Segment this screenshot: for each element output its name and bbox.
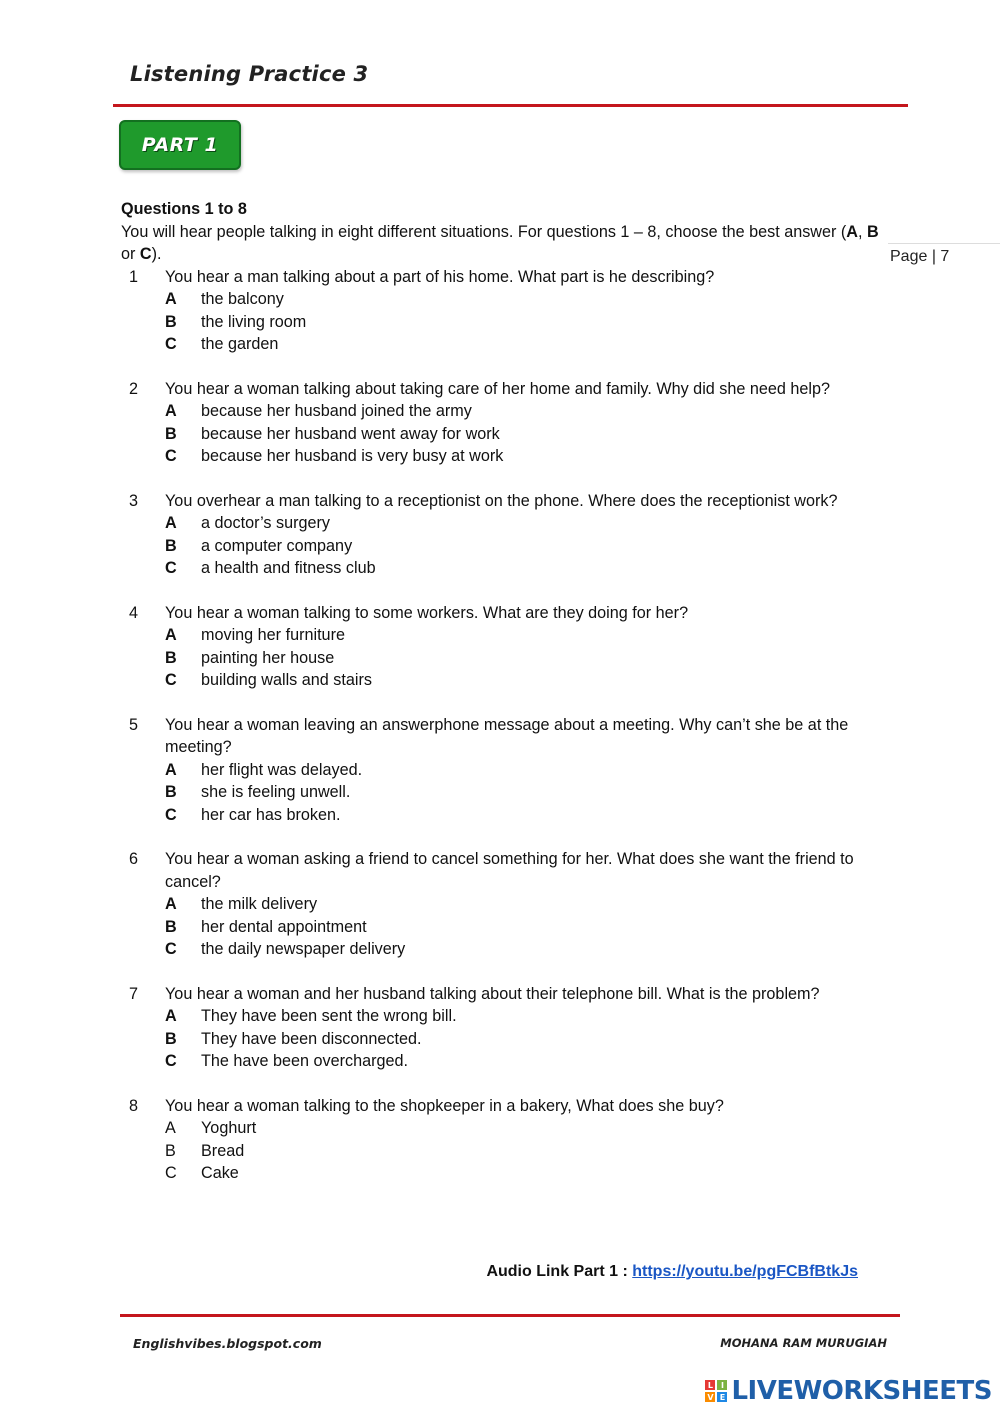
option-letter: C	[165, 940, 177, 958]
option-text: They have been disconnected.	[201, 1029, 422, 1048]
question-text: You hear a woman asking a friend to cancel something for her. What does she want the friend to cancel?	[165, 850, 854, 891]
question-7	[121, 983, 881, 1073]
option-7-a	[121, 1005, 881, 1028]
option-letter: B	[165, 536, 177, 555]
question-spacer	[121, 356, 881, 378]
question-6	[121, 848, 881, 961]
question-spacer	[121, 961, 881, 983]
question-text: You hear a woman talking to some workers. What are they doing for her?	[165, 603, 689, 622]
question-list	[121, 266, 881, 1185]
audio-link-line	[486, 1263, 858, 1281]
option-letter: A	[165, 895, 177, 913]
part-badge	[119, 120, 241, 170]
option-3-c	[121, 557, 881, 580]
option-1-a	[121, 288, 881, 311]
page-number: Page | 7	[890, 248, 950, 265]
question-spacer	[121, 580, 881, 602]
option-letter: B	[165, 424, 177, 443]
question-spacer	[121, 468, 881, 490]
question-2	[121, 378, 881, 468]
option-letter: C	[165, 559, 177, 577]
footer-divider	[120, 1314, 900, 1317]
option-text: building walls and stairs	[201, 671, 372, 689]
logo-block-i: I	[717, 1380, 727, 1390]
option-7-b	[121, 1028, 881, 1051]
option-text: the milk delivery	[201, 895, 318, 913]
option-8-c	[121, 1162, 881, 1185]
option-letter: A	[165, 1119, 176, 1137]
audio-link-label: Audio Link Part 1 :	[486, 1263, 633, 1280]
option-2-b	[121, 423, 881, 446]
option-2-c	[121, 445, 881, 468]
option-text: because her husband joined the army	[201, 402, 472, 420]
question-row	[121, 1095, 881, 1118]
footer-author: MOHANA RAM MURUGIAH	[720, 1336, 887, 1350]
question-text: You hear a man talking about a part of his home. What part is he describing?	[165, 267, 715, 286]
question-8	[121, 1095, 881, 1185]
option-letter: B	[165, 312, 177, 331]
question-number: 4	[129, 603, 139, 622]
option-letter: B	[165, 1141, 176, 1160]
option-text: a doctor’s surgery	[201, 514, 330, 532]
question-1	[121, 266, 881, 356]
question-row	[121, 714, 881, 759]
option-letter: B	[165, 648, 177, 667]
question-4	[121, 602, 881, 692]
audio-link[interactable]: https://youtu.be/pgFCBfBtkJs	[632, 1263, 858, 1280]
option-letter: C	[165, 1052, 177, 1070]
page-title: Listening Practice 3	[130, 62, 369, 86]
question-text: You hear a woman and her husband talking about their telephone bill. What is the problem?	[165, 984, 820, 1003]
question-number: 1	[129, 267, 139, 286]
option-6-b	[121, 916, 881, 939]
question-row	[121, 266, 881, 289]
option-text: she is feeling unwell.	[201, 783, 351, 801]
option-text: the garden	[201, 335, 279, 353]
option-letter: A	[165, 514, 177, 532]
question-row	[121, 490, 881, 513]
option-4-c	[121, 669, 881, 692]
option-7-c	[121, 1050, 881, 1073]
question-text: You overhear a man talking to a receptionist on the phone. Where does the receptionist work?	[165, 491, 838, 510]
footer-website: Englishvibes.blogspot.com	[133, 1336, 322, 1351]
option-text: because her husband is very busy at work	[201, 447, 504, 465]
option-text: her car has broken.	[201, 805, 341, 824]
option-text: painting her house	[201, 648, 335, 667]
option-text: They have been sent the wrong bill.	[201, 1007, 457, 1025]
option-8-a	[121, 1117, 881, 1140]
instructions: You will hear people talking in eight different situations. For questions 1 – 8, choose the best answer (A, B or C).	[121, 222, 879, 263]
option-3-a	[121, 512, 881, 535]
option-text: her flight was delayed.	[201, 760, 363, 779]
option-letter: B	[165, 783, 177, 801]
option-1-b	[121, 311, 881, 334]
option-letter: B	[165, 917, 177, 936]
option-1-c	[121, 333, 881, 356]
option-5-c	[121, 804, 881, 827]
question-number: 6	[129, 850, 139, 868]
option-letter: C	[165, 1164, 177, 1182]
part-label: PART 1	[141, 134, 219, 156]
option-5-a	[121, 759, 881, 782]
option-text: Bread	[201, 1141, 245, 1160]
option-6-c	[121, 938, 881, 961]
option-text: Yoghurt	[201, 1119, 257, 1137]
logo-block-e: E	[717, 1392, 727, 1402]
option-letter: A	[165, 1007, 177, 1025]
option-8-b	[121, 1140, 881, 1163]
option-text: the balcony	[201, 290, 284, 308]
question-number: 2	[129, 379, 139, 398]
option-text: because her husband went away for work	[201, 424, 500, 443]
question-text: You hear a woman talking to the shopkeeper in a bakery, What does she buy?	[165, 1096, 724, 1115]
question-number: 8	[129, 1096, 139, 1115]
option-letter: C	[165, 447, 177, 465]
option-text: her dental appointment	[201, 917, 367, 936]
option-text: the daily newspaper delivery	[201, 940, 406, 958]
question-text: You hear a woman talking about taking care of her home and family. Why did she need help?	[165, 379, 830, 398]
option-letter: A	[165, 290, 177, 308]
question-row	[121, 602, 881, 625]
option-4-a	[121, 624, 881, 647]
question-number: 7	[129, 984, 139, 1003]
option-letter: A	[165, 626, 177, 644]
option-2-a	[121, 400, 881, 423]
question-row	[121, 848, 881, 893]
option-5-b	[121, 781, 881, 804]
question-5	[121, 714, 881, 827]
question-spacer	[121, 1073, 881, 1095]
logo-blocks-icon	[705, 1380, 727, 1402]
option-letter: A	[165, 760, 177, 779]
question-spacer	[121, 692, 881, 714]
option-letter: C	[165, 335, 177, 353]
option-text: a computer company	[201, 536, 353, 555]
question-number: 3	[129, 491, 139, 510]
logo-block-l: L	[705, 1380, 715, 1390]
option-letter: C	[165, 671, 177, 689]
question-3	[121, 490, 881, 580]
option-text: the living room	[201, 312, 307, 331]
option-letter: C	[165, 805, 177, 824]
logo-text: LIVEWORKSHEETS	[731, 1376, 992, 1406]
option-text: moving her furniture	[201, 626, 345, 644]
option-letter: B	[165, 1029, 177, 1048]
question-row	[121, 983, 881, 1006]
option-4-b	[121, 647, 881, 670]
option-letter: A	[165, 402, 177, 420]
option-text: Cake	[201, 1164, 239, 1182]
questions-section	[121, 198, 881, 1185]
option-text: a health and fitness club	[201, 559, 376, 577]
liveworksheets-logo	[705, 1376, 992, 1406]
header-divider	[113, 104, 908, 107]
question-number: 5	[129, 715, 139, 734]
question-spacer	[121, 826, 881, 848]
logo-block-v: V	[707, 1392, 714, 1402]
question-row	[121, 378, 881, 401]
page-number-divider	[888, 243, 1000, 244]
option-3-b	[121, 535, 881, 558]
section-heading: Questions 1 to 8	[121, 200, 247, 218]
option-text: The have been overcharged.	[201, 1052, 408, 1070]
question-text: You hear a woman leaving an answerphone message about a meeting. Why can’t she be at the meeting?	[165, 715, 849, 756]
option-6-a	[121, 893, 881, 916]
